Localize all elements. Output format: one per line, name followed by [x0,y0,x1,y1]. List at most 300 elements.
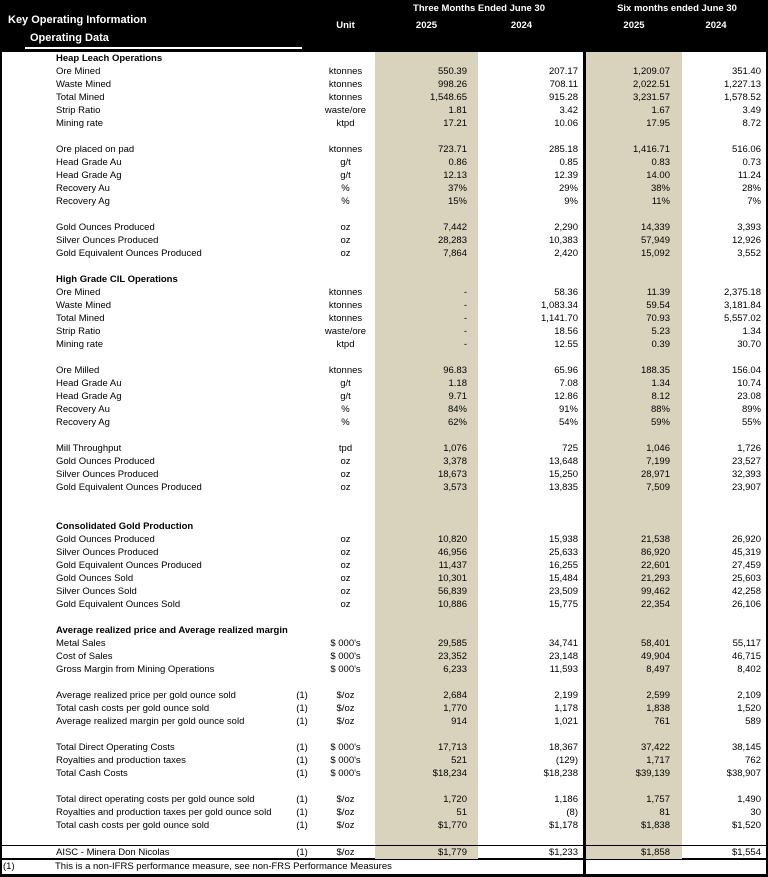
data-row [0,715,768,728]
value-6m-2025: 17.95 [586,117,682,130]
row-label: Cost of Sales [56,651,113,662]
value-3m-2025: 1,720 [375,793,478,806]
footnote-ref: (1) [3,861,15,872]
unit-cell: ktonnes [328,144,363,155]
data-row [0,819,768,832]
value-3m-2024: 207.17 [548,66,578,77]
footnote-marker [288,234,316,247]
value-3m-2025: 17.21 [375,117,478,130]
row-label: Average realized price per gold ounce sold [56,690,236,701]
value-3m-2025: 1,076 [375,442,478,455]
unit-cell: ktonnes [328,300,363,311]
left-border [0,48,2,877]
unit-cell: % [341,196,350,207]
value-3m-2025: 7,864 [375,247,478,260]
value-6m-2024 [682,260,768,273]
value-6m-2025 [586,832,682,845]
value-3m-2025: 18,673 [375,468,478,481]
data-row [0,338,768,351]
row-label: Heap Leach Operations [56,53,163,64]
data-row [0,65,768,78]
spacer-row [0,507,768,520]
unit-cell [316,780,375,793]
unit-cell: ktonnes [328,92,363,103]
value-6m-2024 [682,494,768,507]
data-row [0,390,768,403]
spacer-row [0,611,768,624]
unit-cell: ktpd [336,118,355,129]
value-6m-2025: 1,046 [586,442,682,455]
value-3m-2025: 1.18 [375,377,478,390]
value-6m-2024: 26,920 [731,534,761,545]
data-row [0,117,768,130]
row-label [0,676,288,689]
value-3m-2025 [375,676,478,689]
unit-cell: $/oz [336,690,355,701]
unit-cell: ktonnes [328,287,363,298]
footnote-marker [288,429,316,442]
value-6m-2024 [682,832,768,845]
value-6m-2025: 14,339 [586,221,682,234]
value-3m-2024: 16,255 [548,560,578,571]
value-6m-2025: 8.12 [586,390,682,403]
value-3m-2025: 998.26 [375,78,478,91]
footnote-marker [288,312,316,325]
value-3m-2025: 12.13 [375,169,478,182]
value-3m-2025 [375,494,478,507]
row-label: Total cash costs per gold ounce sold [56,703,210,714]
footnote-marker [288,143,316,156]
value-6m-2025 [586,208,682,221]
value-3m-2024 [478,130,583,143]
year-header-6m-2024: 2024 [705,20,727,31]
value-3m-2025: 11,437 [375,559,478,572]
value-6m-2025 [586,780,682,793]
value-6m-2025: 59.54 [586,299,682,312]
unit-cell: ktpd [336,339,355,350]
footnote-marker: (1) [296,820,308,831]
spacer-row [0,832,768,845]
value-6m-2024: 3,181.84 [724,300,761,311]
unit-cell: waste/ore [324,326,367,337]
row-label [0,130,288,143]
data-row [0,663,768,676]
row-label: Recovery Ag [56,196,110,207]
value-3m-2025 [375,130,478,143]
unit-cell: ktonnes [328,365,363,376]
value-3m-2025: - [375,286,478,299]
footnote-marker [288,676,316,689]
row-label: Head Grade Ag [56,391,122,402]
footnote-marker [288,195,316,208]
data-row [0,299,768,312]
footnote-marker [288,468,316,481]
unit-cell: $/oz [336,820,355,831]
value-3m-2025: - [375,299,478,312]
data-row [0,572,768,585]
unit-cell [316,52,375,65]
value-3m-2024: 23,509 [548,586,578,597]
value-3m-2025: $18,234 [375,767,478,780]
unit-cell: $ 000's [330,664,361,675]
value-6m-2025: $1,858 [586,845,682,859]
value-3m-2025: 10,820 [375,533,478,546]
row-label: Metal Sales [56,638,106,649]
footnote-marker [288,208,316,221]
value-3m-2025: 9.71 [375,390,478,403]
value-3m-2024 [478,624,583,637]
value-3m-2024: 10.06 [554,118,578,129]
row-label: Waste Mined [56,79,112,90]
row-label [0,351,288,364]
unit-cell: % [341,404,350,415]
footnote-marker: (1) [296,716,308,727]
footnote-marker [288,377,316,390]
value-6m-2025 [586,624,682,637]
row-label: Head Grade Au [56,157,122,168]
value-6m-2025: 81 [586,806,682,819]
footnote-marker: (1) [296,742,308,753]
value-3m-2024 [478,507,583,520]
data-row [0,585,768,598]
value-6m-2024: 8,402 [737,664,761,675]
value-3m-2024 [478,260,583,273]
footnote-marker [288,416,316,429]
value-3m-2024: $18,238 [543,768,578,779]
footnote-marker [288,156,316,169]
value-3m-2025: 10,301 [375,572,478,585]
footnote-marker [288,325,316,338]
unit-cell: oz [340,586,351,597]
unit-cell [316,832,375,845]
value-6m-2024: 3,393 [737,222,761,233]
value-6m-2024: 351.40 [731,66,761,77]
value-6m-2024: 46,715 [731,651,761,662]
value-6m-2024: 12,926 [731,235,761,246]
footnote-marker [288,104,316,117]
value-3m-2025: 96.83 [375,364,478,377]
value-6m-2024 [682,273,768,286]
row-label [0,832,288,845]
value-6m-2025 [586,494,682,507]
row-label [0,429,288,442]
value-6m-2025: 49,904 [586,650,682,663]
data-row [0,845,768,858]
row-label [0,611,288,624]
data-row [0,221,768,234]
row-label: Average realized price and Average realized margin [56,625,288,636]
unit-cell [316,273,375,286]
value-3m-2025: 1.81 [375,104,478,117]
unit-cell [316,429,375,442]
value-6m-2025: 1,416.71 [586,143,682,156]
row-label [0,494,288,507]
footnote-spacer [586,860,768,874]
value-3m-2024: 1,021 [554,716,578,727]
row-label: Head Grade Au [56,378,122,389]
unit-cell [316,507,375,520]
footnote-marker [288,637,316,650]
value-3m-2025 [375,260,478,273]
footnote-marker [288,78,316,91]
data-row [0,234,768,247]
footnote-marker: (1) [296,755,308,766]
value-3m-2025: 62% [375,416,478,429]
value-3m-2024 [478,832,583,845]
value-6m-2024: 1,227.13 [724,79,761,90]
year-header-3m-2024: 2024 [510,20,533,31]
period-group-three-months: Three Months Ended June 30 [413,3,545,14]
value-6m-2025: 59% [586,416,682,429]
value-6m-2025: 3,231.57 [586,91,682,104]
row-label: Mining rate [56,118,103,129]
value-6m-2025: 22,601 [586,559,682,572]
value-6m-2024 [682,520,768,533]
value-6m-2025: 15,092 [586,247,682,260]
value-3m-2024: 91% [558,404,578,415]
data-row [0,325,768,338]
value-3m-2024: 708.11 [549,79,578,90]
value-3m-2025: 84% [375,403,478,416]
data-row [0,104,768,117]
value-3m-2024: 15,250 [548,469,578,480]
footnote-marker [288,494,316,507]
value-3m-2025: - [375,325,478,338]
value-6m-2024: 589 [745,716,761,727]
value-6m-2025: 1,838 [586,702,682,715]
unit-cell: waste/ore [324,105,367,116]
spacer-row [0,676,768,689]
unit-cell [316,130,375,143]
value-3m-2025: 51 [375,806,478,819]
value-3m-2025 [375,611,478,624]
table-body [0,52,768,858]
value-6m-2025 [586,351,682,364]
row-label: Waste Mined [56,300,112,311]
value-3m-2025: 914 [375,715,478,728]
unit-cell: g/t [340,157,351,168]
value-6m-2025: 21,538 [586,533,682,546]
row-label: Silver Ounces Sold [56,586,137,597]
footnote-marker [288,247,316,260]
value-3m-2024: 9% [564,196,578,207]
value-3m-2024: 12.86 [554,391,578,402]
value-6m-2024: 516.06 [731,144,761,155]
value-3m-2025: 56,839 [375,585,478,598]
value-3m-2025 [375,832,478,845]
value-3m-2024: 285.18 [548,144,578,155]
unit-cell: % [341,183,350,194]
row-label: Gold Equivalent Ounces Sold [56,599,181,610]
value-3m-2024: (8) [566,807,578,818]
unit-cell: oz [340,599,351,610]
value-6m-2025: 1.34 [586,377,682,390]
value-3m-2025: 28,283 [375,234,478,247]
footnote-marker [288,507,316,520]
footnote-text: This is a non-IFRS performance measure, see non-FRS Performance Measures [55,861,392,872]
value-6m-2025: 7,509 [586,481,682,494]
value-6m-2025: 5.23 [586,325,682,338]
value-3m-2025: - [375,312,478,325]
value-6m-2025: 28,971 [586,468,682,481]
unit-cell: oz [340,469,351,480]
value-6m-2025 [586,676,682,689]
value-6m-2024: 55,117 [732,638,761,649]
value-3m-2025: 0.86 [375,156,478,169]
value-6m-2025: 38% [586,182,682,195]
unit-cell: oz [340,235,351,246]
spacer-row [0,130,768,143]
footnote-marker [288,91,316,104]
unit-cell [316,260,375,273]
footnote-marker: (1) [288,845,316,859]
value-6m-2024: 1.34 [742,326,761,337]
footnote-marker [288,598,316,611]
row-label: Ore Mined [56,287,101,298]
value-6m-2024: $1,554 [682,845,768,859]
value-6m-2025: 2,022.51 [586,78,682,91]
value-6m-2024 [682,780,768,793]
value-6m-2025: 761 [586,715,682,728]
footnote-marker [288,728,316,741]
unit-column-header: Unit [336,20,355,31]
row-label: Gold Equivalent Ounces Produced [56,248,202,259]
value-3m-2025: $1,770 [375,819,478,832]
value-3m-2025: 23,352 [375,650,478,663]
value-3m-2024: 10,383 [548,235,578,246]
row-label: AISC - Minera Don Nicolas [0,845,288,859]
value-6m-2025 [586,130,682,143]
row-label: Consolidated Gold Production [56,521,194,532]
row-label: Gold Ounces Sold [56,573,134,584]
value-6m-2024: 30.70 [737,339,761,350]
value-6m-2025: $1,838 [586,819,682,832]
value-6m-2024: 38,145 [731,742,761,753]
value-6m-2025: 11.39 [586,286,682,299]
footnote-marker [288,273,316,286]
unit-cell [316,208,375,221]
footnote-marker [288,442,316,455]
value-3m-2024: 58.36 [554,287,578,298]
row-label: Mining rate [56,339,103,350]
value-3m-2025: 2,684 [375,689,478,702]
value-6m-2025: 22,354 [586,598,682,611]
value-3m-2025: 1,548.65 [375,91,478,104]
value-3m-2025 [375,52,478,65]
value-6m-2024: 27,459 [731,560,761,571]
value-6m-2024: $1,520 [731,820,761,831]
unit-cell [316,728,375,741]
value-6m-2024: 762 [745,755,761,766]
row-label [0,728,288,741]
value-6m-2024: 30 [750,807,761,818]
row-label: High Grade CIL Operations [56,274,178,285]
value-6m-2024 [682,429,768,442]
value-6m-2024: 89% [741,404,761,415]
value-3m-2025 [375,624,478,637]
value-3m-2025 [375,520,478,533]
value-3m-2025: 37% [375,182,478,195]
data-row [0,247,768,260]
value-6m-2025 [586,520,682,533]
value-3m-2024: 18.56 [554,326,578,337]
spacer-row [0,780,768,793]
footnote-marker [288,546,316,559]
value-3m-2024: 13,835 [548,482,578,493]
data-row [0,377,768,390]
value-6m-2024: 156.04 [731,365,761,376]
row-label: Silver Ounces Produced [56,547,159,558]
unit-cell: g/t [340,378,351,389]
row-label: Gold Ounces Produced [56,456,155,467]
value-6m-2025 [586,728,682,741]
unit-cell: $/oz [336,794,355,805]
value-3m-2024: 3.42 [559,105,578,116]
value-3m-2024 [478,273,583,286]
row-label: Royalties and production taxes [56,755,186,766]
unit-cell: $ 000's [330,638,361,649]
value-3m-2024: 2,420 [554,248,578,259]
value-6m-2025: 58,401 [586,637,682,650]
row-label: Recovery Au [56,183,110,194]
value-6m-2025: 1,717 [586,754,682,767]
value-6m-2024: 3.49 [742,105,761,116]
value-3m-2024 [478,52,583,65]
data-row [0,546,768,559]
data-row [0,702,768,715]
footnote-marker [288,351,316,364]
value-6m-2024: 23,907 [731,482,761,493]
value-6m-2025: $39,139 [586,767,682,780]
value-3m-2024: 29% [558,183,578,194]
value-3m-2024: $1,178 [548,820,578,831]
value-3m-2024: 23,148 [548,651,578,662]
value-6m-2025: 11% [586,195,682,208]
footnote-marker [288,455,316,468]
data-row [0,442,768,455]
value-3m-2024: 54% [558,417,578,428]
row-label: Ore Milled [56,365,100,376]
value-6m-2025 [586,273,682,286]
value-3m-2025: - [375,338,478,351]
value-3m-2024: 1,141.70 [541,313,578,324]
footnote-marker [288,390,316,403]
value-3m-2025: 550.39 [375,65,478,78]
footnote-marker [288,585,316,598]
footnote-marker: (1) [296,768,308,779]
value-6m-2024: 1,726 [737,443,761,454]
value-3m-2024: $1,233 [478,845,583,859]
row-label: Total direct operating costs per gold ounce sold [56,794,255,805]
unit-cell: $ 000's [330,768,361,779]
unit-cell: oz [340,573,351,584]
value-6m-2025: 88% [586,403,682,416]
footnote-marker [288,260,316,273]
year-header-3m-2025: 2025 [415,20,438,31]
row-label: Recovery Au [56,404,110,415]
unit-cell [316,611,375,624]
value-6m-2024: 0.73 [742,157,761,168]
value-6m-2025 [586,52,682,65]
value-3m-2024: 7.08 [559,378,578,389]
unit-cell: $/oz [336,807,355,818]
value-3m-2024: 13,648 [548,456,578,467]
value-3m-2025: 46,956 [375,546,478,559]
section-header-row [0,273,768,286]
value-6m-2024: 11.24 [737,170,761,181]
value-6m-2024 [682,507,768,520]
row-label [0,208,288,221]
